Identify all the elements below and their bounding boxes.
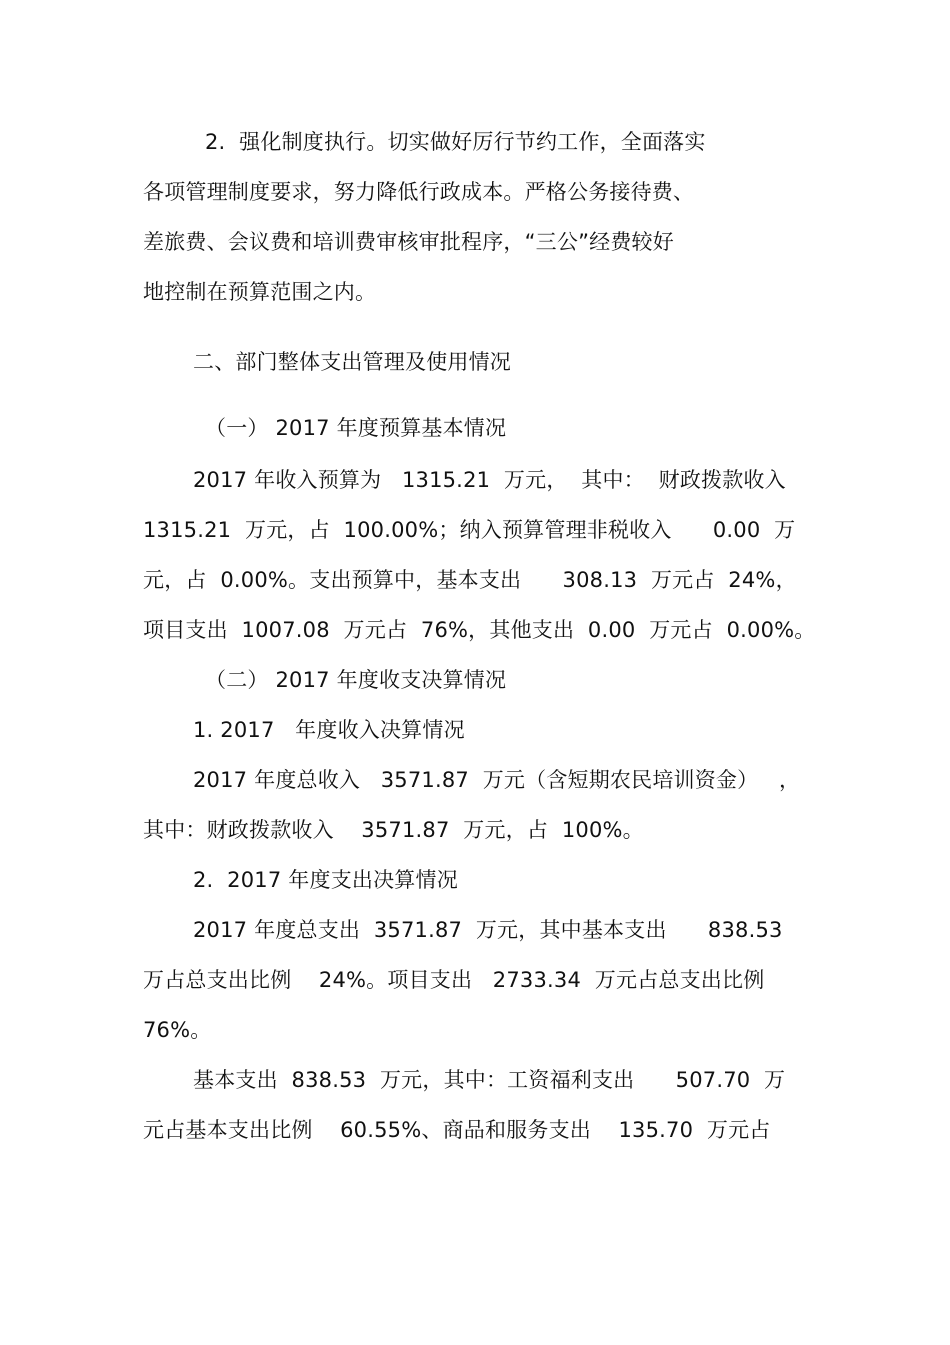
paragraph-line: 其中：财政拨款收入 3571.87 万元，占 100%。 <box>143 818 644 842</box>
section-heading: 二、部门整体支出管理及使用情况 <box>193 350 511 374</box>
subsection-heading: （一） 2017 年度预算基本情况 <box>205 416 507 440</box>
paragraph-line: 2017 年收入预算为 1315.21 万元， 其中： 财政拨款收入 <box>193 468 786 492</box>
paragraph-line: 元，占 0.00%。支出预算中，基本支出 308.13 万元占 24%， <box>143 568 797 592</box>
paragraph-line: 地控制在预算范围之内。 <box>143 280 377 304</box>
paragraph-line: 万占总支出比例 24%。项目支出 2733.34 万元占总支出比例 <box>143 968 765 992</box>
subsection-heading: （二） 2017 年度收支决算情况 <box>205 668 507 692</box>
paragraph-line: 2017 年度总收入 3571.87 万元（含短期农民培训资金） ， <box>193 768 801 792</box>
paragraph-line: 各项管理制度要求，努力降低行政成本。严格公务接待费、 <box>143 180 695 204</box>
paragraph-line: 元占基本支出比例 60.55%、商品和服务支出 135.70 万元占 <box>143 1118 771 1142</box>
paragraph-line: 基本支出 838.53 万元，其中：工资福利支出 507.70 万 <box>193 1068 786 1092</box>
item-heading: 1. 2017 年度收入决算情况 <box>193 718 465 742</box>
paragraph-line: 2017 年度总支出 3571.87 万元，其中基本支出 838.53 <box>193 918 783 942</box>
paragraph-line: 2. 强化制度执行。切实做好厉行节约工作，全面落实 <box>205 130 706 154</box>
paragraph-line: 项目支出 1007.08 万元占 76%，其他支出 0.00 万元占 0.00%。 <box>143 618 816 642</box>
paragraph-line: 76%。 <box>143 1018 212 1042</box>
item-heading: 2. 2017 年度支出决算情况 <box>193 868 458 892</box>
paragraph-line: 差旅费、会议费和培训费审核审批程序，“三公”经费较好 <box>143 230 674 254</box>
paragraph-line: 1315.21 万元，占 100.00%；纳入预算管理非税收入 0.00 万 <box>143 518 796 542</box>
